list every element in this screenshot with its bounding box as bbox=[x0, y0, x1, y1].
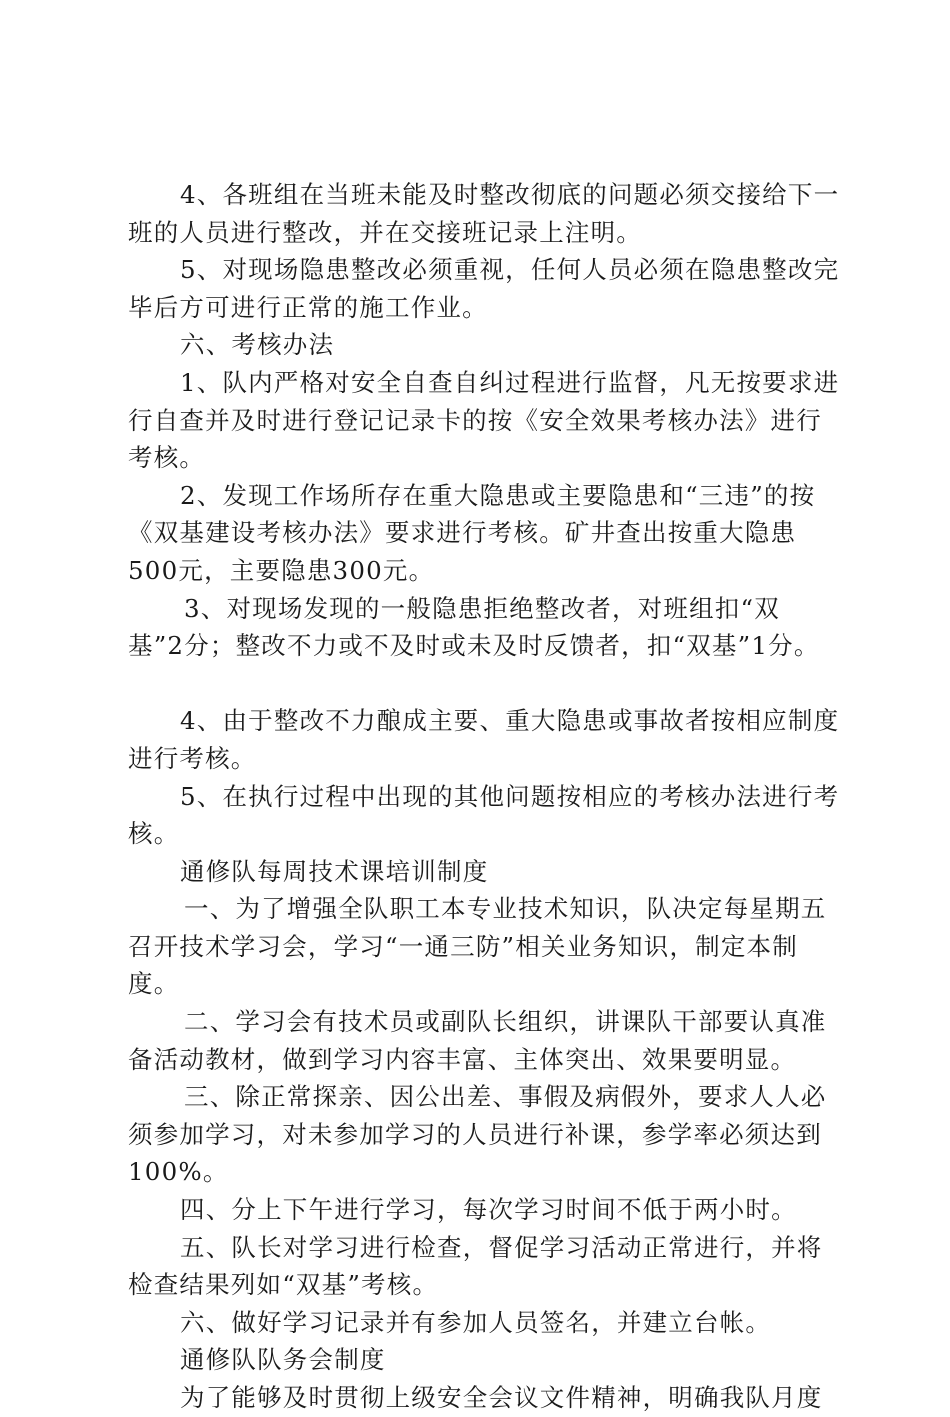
paragraph-line: 行自查并及时进行登记记录卡的按《安全效果考核办法》进行 bbox=[128, 405, 822, 435]
paragraph-line: 2、发现工作场所存在重大隐患或主要隐患和“三违”的按 bbox=[180, 480, 816, 510]
paragraph-line: 进行考核。 bbox=[128, 743, 257, 773]
paragraph-line: 毕后方可进行正常的施工作业。 bbox=[128, 292, 488, 322]
paragraph-line: 5、在执行过程中出现的其他问题按相应的考核办法进行考 bbox=[180, 781, 840, 811]
paragraph-line: 六、做好学习记录并有参加人员签名，并建立台帐。 bbox=[180, 1307, 772, 1337]
paragraph-line: 4、各班组在当班未能及时整改彻底的问题必须交接给下一 bbox=[180, 180, 840, 209]
section-heading: 通修队队务会制度 bbox=[180, 1345, 386, 1375]
document-body bbox=[128, 176, 848, 1417]
paragraph-line: 1、队内严格对安全自查自纠过程进行监督，凡无按要求进 bbox=[180, 367, 840, 397]
paragraph-line: 4、由于整改不力酿成主要、重大隐患或事故者按相应制度 bbox=[180, 706, 840, 736]
paragraph-line: 核。 bbox=[128, 819, 180, 849]
paragraph-line: 5、对现场隐患整改必须重视，任何人员必须在隐患整改完 bbox=[180, 255, 840, 285]
paragraph-line: 召开技术学习会，学习“一通三防”相关业务知识，制定本制 bbox=[128, 931, 798, 961]
paragraph-line: 班的人员进行整改，并在交接班记录上注明。 bbox=[128, 217, 642, 247]
paragraph-line: 二、学习会有技术员或副队长组织，讲课队干部要认真准 bbox=[184, 1007, 827, 1037]
paragraph-line: 备活动教材，做到学习内容丰富、主体突出、效果要明显。 bbox=[128, 1044, 797, 1074]
paragraph-line: 度。 bbox=[128, 969, 180, 999]
paragraph-line: 须参加学习，对未参加学习的人员进行补课，参学率必须达到 bbox=[128, 1119, 822, 1149]
paragraph-line: 四、分上下午进行学习，每次学习时间不低于两小时。 bbox=[180, 1195, 797, 1225]
paragraph-line: 三、除正常探亲、因公出差、事假及病假外，要求人人必 bbox=[184, 1082, 827, 1112]
paragraph-line: 3、对现场发现的一般隐患拒绝整改者，对班组扣“双 bbox=[184, 593, 780, 623]
paragraph-line: 考核。 bbox=[128, 443, 206, 473]
blank-line bbox=[128, 665, 848, 703]
section-heading: 六、考核办法 bbox=[180, 330, 335, 360]
paragraph-line: 检查结果列如“双基”考核。 bbox=[128, 1270, 439, 1300]
paragraph-line: 基”2分；整改不力或不及时或未及时反馈者，扣“双基”1分。 bbox=[128, 631, 820, 661]
paragraph-line: 100%。 bbox=[128, 1157, 229, 1187]
paragraph-line: 一、为了增强全队职工本专业技术知识，队决定每星期五 bbox=[184, 894, 827, 924]
paragraph-line: 为了能够及时贯彻上级安全会议文件精神，明确我队月度 bbox=[180, 1383, 823, 1412]
paragraph-line: 500元，主要隐患300元。 bbox=[128, 555, 435, 585]
section-heading: 通修队每周技术课培训制度 bbox=[180, 856, 489, 886]
paragraph-line: 《双基建设考核办法》要求进行考核。矿井查出按重大隐患 bbox=[128, 518, 797, 548]
paragraph-line: 五、队长对学习进行检查，督促学习活动正常进行，并将 bbox=[180, 1232, 823, 1262]
